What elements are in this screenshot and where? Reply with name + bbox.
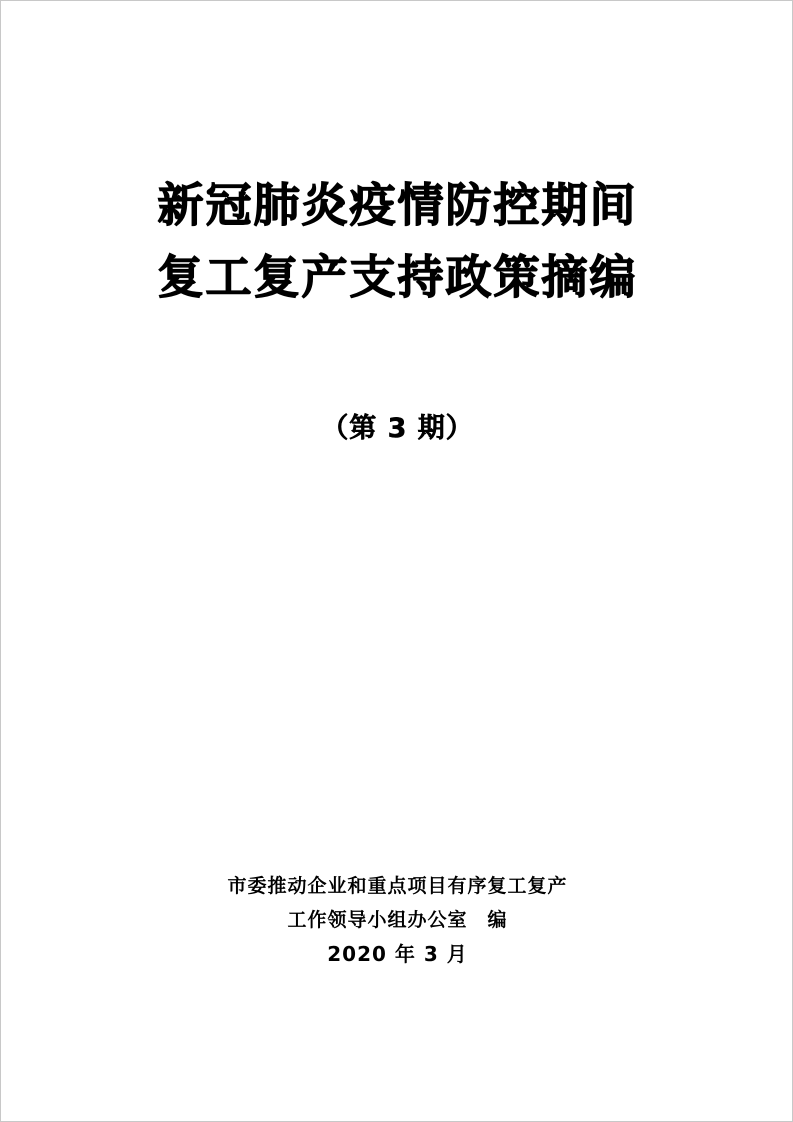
page-title bbox=[1, 169, 793, 313]
publication-date: 2020 年 3 月 bbox=[327, 942, 468, 966]
cover-footer bbox=[1, 869, 793, 971]
title-line-1: 新冠肺炎疫情防控期间 bbox=[157, 178, 638, 232]
publisher-line-2: 工作领导小组办公室 编 bbox=[287, 909, 508, 931]
issue-number: （第 3 期） bbox=[321, 413, 474, 444]
publisher-line-1: 市委推动企业和重点项目有序复工复产 bbox=[227, 875, 568, 897]
title-line-2: 复工复产支持政策摘编 bbox=[157, 250, 638, 304]
